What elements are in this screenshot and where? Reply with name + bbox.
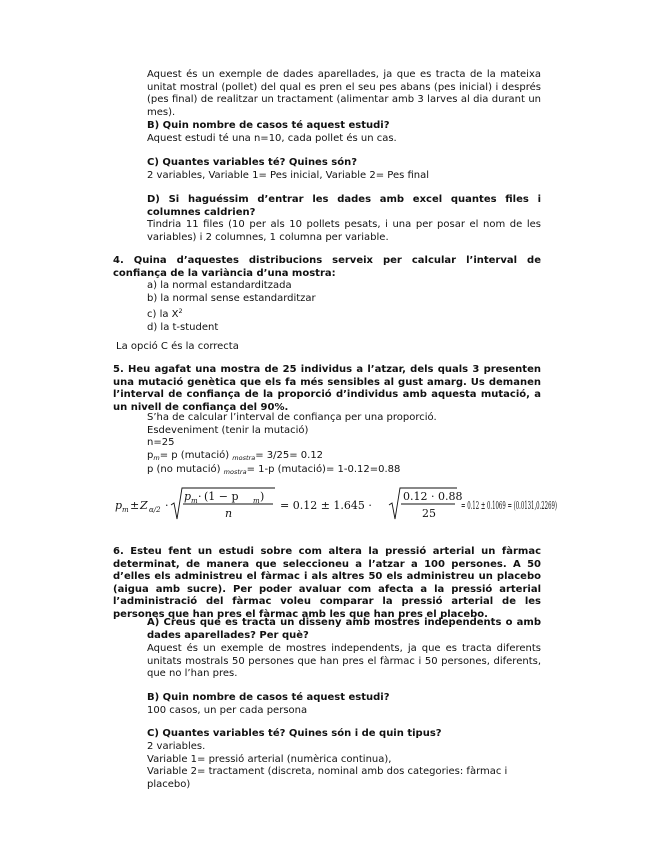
q6-question: 6. Esteu fent un estudi sobre com altera la pressió arterial un fàrmac determinat, de manera que seleccioneu a l’atzar a 100 persones. A 50 d’elles els administreu el fàrmac i als altres 50 els administreu un placebo (aigua amb sucre). Per poder avaluar com afecta a la pressió arterial l’administració del fàrmac voleu comparar la pressió arterial de les persones que han pres el fàrmac amb les que han pres el placebo. <box>113 546 541 620</box>
q6-b-question: B) Quin nombre de casos té aquest estudi? <box>147 692 390 703</box>
q4-option-c-text: c) la X <box>147 309 179 321</box>
q3-b-answer: Aquest estudi té una n=10, cada pollet és un cas. <box>147 133 397 144</box>
q4-option-d: d) la t-student <box>147 321 219 333</box>
q5-line1: S’ha de calcular l’interval de confiança per una proporció. <box>147 412 437 423</box>
formula-num-expr: (1 − p <box>204 490 239 503</box>
formula-plusminus: ± <box>130 499 140 512</box>
q6-a-question: A) Creus que es tracta un disseny amb mostres independents o amb dades aparellades? Per què? <box>147 617 541 641</box>
formula-num-m2: m <box>253 497 260 505</box>
q6-c-answer-2: Variable 1= pressió arterial (numèrica continua), <box>147 753 392 765</box>
formula-p: p <box>115 499 123 512</box>
q5-line4-mid: = p (mutació) <box>159 449 233 461</box>
q3-c-question: C) Quantes variables té? Quines són? <box>147 157 358 168</box>
q5-working <box>147 412 541 479</box>
formula-num-m: m <box>191 497 198 505</box>
q5-line4-p: p <box>147 449 154 461</box>
confidence-interval-formula <box>113 486 563 526</box>
formula-den2: 25 <box>422 507 436 520</box>
q4-options <box>147 280 316 334</box>
q3-c-answer: 2 variables, Variable 1= Pes inicial, Variable 2= Pes final <box>147 170 430 181</box>
q5-line4-end: = 3/25= 0.12 <box>255 449 324 461</box>
formula-m-sub: m <box>122 506 129 514</box>
q6-c-answer-1: 2 variables. <box>147 741 206 752</box>
q5-line4-sub: m <box>153 453 160 462</box>
q6-c-question: C) Quantes variables té? Quines són i de quin tipus? <box>147 728 442 739</box>
q6-a-answer: Aquest és un exemple de mostres independents, ja que es tracta diferents unitats mostrals 50 persones que han pres el fàrmac i 50 persones, diferents, que no l’han pres. <box>147 643 541 680</box>
q5-line5 <box>147 464 541 479</box>
q5-line5-start: p (no mutació) <box>147 464 224 476</box>
formula-svg <box>113 486 563 526</box>
formula-num-close: ) <box>260 490 265 503</box>
q4-question: 4. Quina d’aquestes distribucions serveix per calcular l’interval de confiança de la variància d’una mostra: <box>113 255 541 279</box>
q5-question: 5. Heu agafat una mostra de 25 individus a l’atzar, dels quals 3 presenten una mutació genètica que els fa més sensibles al gust amarg. Us demanen l’interval de confiança de la proporció d’individus amb aquesta mutació, a un nivell de confiança del 90%. <box>113 364 541 413</box>
q6-b-answer: 100 casos, un per cada persona <box>147 705 308 716</box>
q3-intro: Aquest és un exemple de dades aparellades, ja que es tracta de la mateixa unitat mostral (pollet) del qual es pren el seu pes abans (pes inicial) i després (pes final) de realitzar un tractament (alimentar amb 3 larves al dia durant un mes). <box>147 69 541 118</box>
q5-line2: Esdeveniment (tenir la mutació) <box>147 424 309 436</box>
formula-num-p: p <box>184 490 192 503</box>
q4-option-b: b) la normal sense estandarditzar <box>147 292 316 304</box>
q4-option-a: a) la normal estandarditzada <box>147 280 292 291</box>
q3-d-answer: Tindria 11 files (10 per als 10 pollets pesats, i una per posar el nom de les variables) i 2 columnes, 1 columna per variable. <box>147 219 541 243</box>
formula-num2: 0.12 · 0.88 <box>403 490 463 503</box>
formula-eq1: = 0.12 ± 1.645 · <box>280 499 372 512</box>
formula-alpha-sub: α/2 <box>149 506 161 514</box>
q5-line3: n=25 <box>147 437 175 449</box>
formula-z: Z <box>140 499 148 512</box>
formula-num-dot: · <box>198 490 202 503</box>
formula-den-n: n <box>225 507 233 520</box>
q5-line5-sub: mostra <box>223 468 247 477</box>
q4-answer: La opció C és la correcta <box>116 341 239 352</box>
q5-line4 <box>147 450 541 465</box>
q5-line4-sub2: mostra <box>232 453 256 462</box>
q5-line5-end: = 1-p (mutació)= 1-0.12=0.88 <box>246 464 401 476</box>
q3-b-question: B) Quin nombre de casos té aquest estudi? <box>147 120 390 131</box>
formula-eq2: = 0.12 ± 0.1069 = (0.0131,0.2269) <box>461 499 557 512</box>
q6-c-answer-3: Variable 2= tractament (discreta, nominal amb dos categories: fàrmac i placebo) <box>147 766 508 790</box>
q3-d-question: D) Si haguéssim d’entrar les dades amb excel quantes files i columnes caldrien? <box>147 194 541 218</box>
q6-c-answer <box>147 741 547 791</box>
q4-option-c-superscript: 2 <box>178 307 183 316</box>
formula-dot: · <box>165 499 169 512</box>
q4-option-c <box>147 305 316 322</box>
